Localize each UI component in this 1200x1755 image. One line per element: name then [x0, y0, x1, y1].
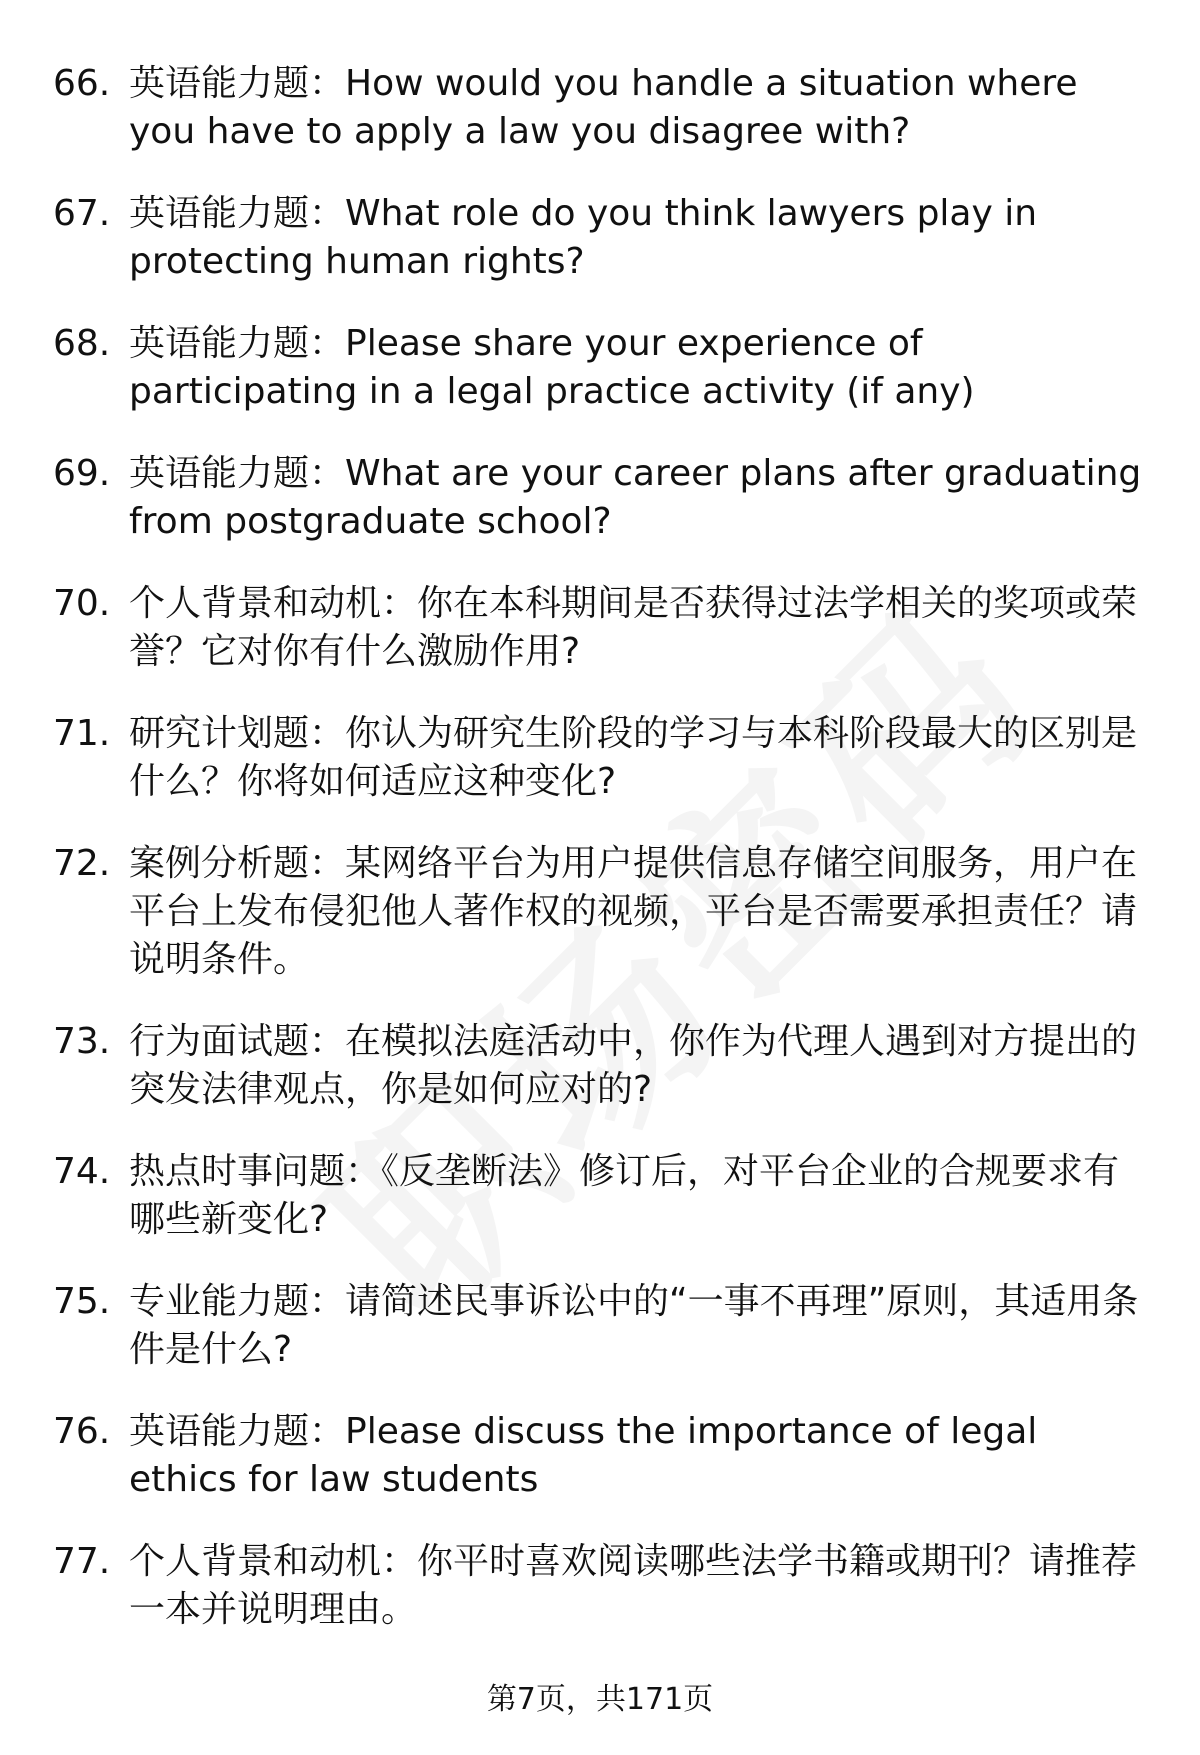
question-number: 74. [53, 1151, 111, 1192]
question-item [53, 190, 1148, 286]
question-text: 专业能力题：请简述民事诉讼中的“一事不再理”原则，其适用条件是什么? [129, 1281, 1139, 1370]
question-list [53, 60, 1148, 1668]
question-number: 67. [53, 193, 111, 234]
question-item [53, 1408, 1148, 1504]
question-item [53, 60, 1148, 156]
question-number: 72. [53, 843, 111, 884]
question-item [53, 320, 1148, 416]
question-text: 行为面试题：在模拟法庭活动中，你作为代理人遇到对方提出的突发法律观点，你是如何应对的? [129, 1021, 1138, 1110]
question-item [53, 580, 1148, 676]
question-item [53, 840, 1148, 984]
question-text: 研究计划题：你认为研究生阶段的学习与本科阶段最大的区别是什么？你将如何适应这种变化? [129, 713, 1138, 802]
question-number: 73. [53, 1021, 111, 1062]
question-item [53, 1148, 1148, 1244]
question-number: 75. [53, 1281, 111, 1322]
question-number: 66. [53, 63, 111, 104]
question-text: 英语能力题：Please share your experience of participating in a legal practice activity (if any) [129, 323, 975, 412]
question-text: 案例分析题：某网络平台为用户提供信息存储空间服务，用户在平台上发布侵犯他人著作权的视频，平台是否需要承担责任？请说明条件。 [129, 843, 1138, 980]
question-text: 个人背景和动机：你平时喜欢阅读哪些法学书籍或期刊？请推荐一本并说明理由。 [129, 1541, 1138, 1630]
question-number: 77. [53, 1541, 111, 1582]
question-item [53, 1018, 1148, 1114]
page-footer: 第7页，共171页 [486, 1682, 714, 1717]
question-text: 热点时事问题：《反垄断法》修订后，对平台企业的合规要求有哪些新变化? [129, 1151, 1120, 1240]
question-number: 76. [53, 1411, 111, 1452]
question-item [53, 710, 1148, 806]
question-text: 英语能力题：What are your career plans after graduating from postgraduate school? [129, 453, 1142, 542]
question-item [53, 1278, 1148, 1374]
question-number: 71. [53, 713, 111, 754]
question-number: 69. [53, 453, 111, 494]
question-text: 英语能力题：How would you handle a situation where you have to apply a law you disagree with? [129, 63, 1078, 152]
question-text: 英语能力题：What role do you think lawyers play in protecting human rights? [129, 193, 1038, 282]
question-item [53, 450, 1148, 546]
question-number: 70. [53, 583, 111, 624]
question-number: 68. [53, 323, 111, 364]
question-item [53, 1538, 1148, 1634]
question-text: 英语能力题：Please discuss the importance of legal ethics for law students [129, 1411, 1038, 1500]
question-text: 个人背景和动机：你在本科期间是否获得过法学相关的奖项或荣誉？它对你有什么激励作用? [129, 583, 1138, 672]
